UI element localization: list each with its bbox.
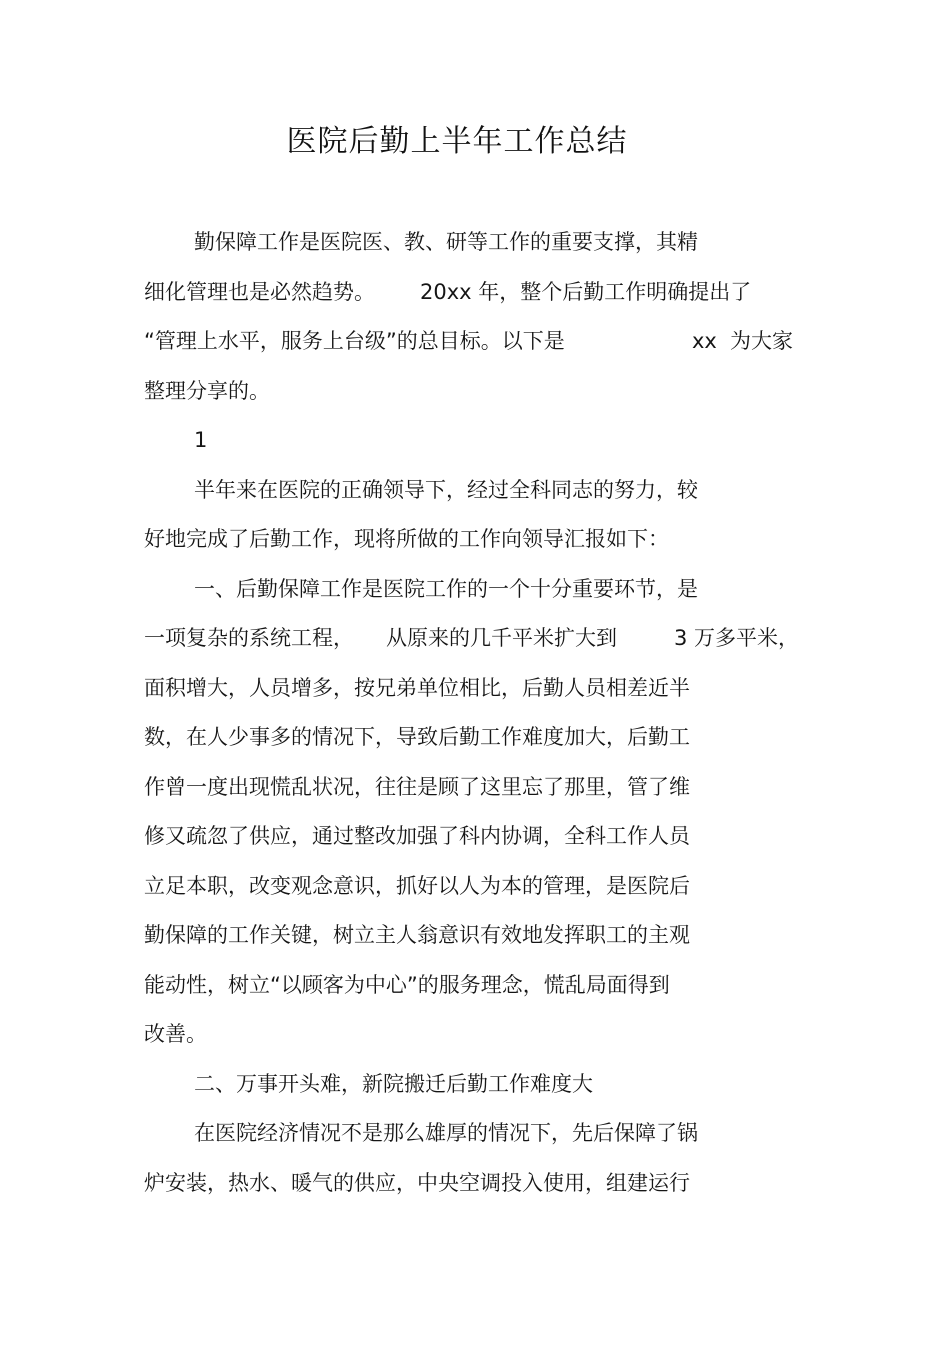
paragraph-line bbox=[144, 1060, 834, 1110]
paragraph-line bbox=[144, 812, 834, 862]
paragraph-line bbox=[144, 367, 834, 417]
paragraph-line bbox=[144, 911, 834, 961]
line-text: 作曾一度出现慌乱状况，往往是顾了这里忘了那里，管了维 bbox=[144, 774, 690, 799]
line-text: “管理上水平，服务上台级”的总目标。以下是 bbox=[144, 329, 565, 353]
paragraph-line bbox=[144, 763, 834, 813]
paragraph-line bbox=[144, 317, 834, 367]
line-text: 细化管理也是必然趋势。 bbox=[144, 279, 375, 304]
line-text: 面积增大，人员增多，按兄弟单位相比，后勤人员相差近半 bbox=[144, 675, 690, 700]
line-text: 数，在人少事多的情况下，导致后勤工作难度加大，后勤工 bbox=[144, 725, 690, 749]
paragraph-line bbox=[144, 466, 834, 516]
paragraph-line bbox=[144, 268, 834, 318]
line-text: 改善。 bbox=[144, 1022, 207, 1046]
paragraph-line bbox=[144, 862, 834, 912]
line-text: 立足本职，改变观念意识，抓好以人为本的管理，是医院后 bbox=[144, 873, 690, 898]
line-text: 整理分享的。 bbox=[144, 378, 270, 403]
paragraph-line bbox=[144, 565, 834, 615]
paragraph-line bbox=[144, 416, 834, 466]
paragraph-line bbox=[144, 1010, 834, 1060]
paragraph-line bbox=[144, 713, 834, 763]
line-text: 好地完成了后勤工作，现将所做的工作向领导汇报如下： bbox=[144, 527, 669, 551]
paragraph-line bbox=[144, 1159, 834, 1209]
line-text: 炉安装，热水、暖气的供应，中央空调投入使用，组建运行 bbox=[144, 1170, 690, 1195]
paragraph-line bbox=[144, 664, 834, 714]
paragraph-line bbox=[144, 218, 834, 268]
line-segment: 从原来的几千平米扩大到 bbox=[386, 626, 617, 650]
line-segment: 为大家 bbox=[730, 329, 793, 353]
line-segment: 3 万多平米， bbox=[674, 626, 800, 650]
line-text: 勤保障的工作关键，树立主人翁意识有效地发挥职工的主观 bbox=[144, 923, 690, 947]
paragraph-line bbox=[144, 515, 834, 565]
line-segment: xx bbox=[692, 329, 717, 353]
line-text: 勤保障工作是医院医、教、研等工作的重要支撑，其精 bbox=[194, 230, 698, 254]
line-text: 修又疏忽了供应，通过整改加强了科内协调，全科工作人员 bbox=[144, 824, 690, 848]
line-text: 一项复杂的系统工程， bbox=[144, 626, 354, 650]
line-text: 在医院经济情况不是那么雄厚的情况下，先后保障了锅 bbox=[194, 1121, 698, 1145]
line-text: 能动性，树立“以顾客为中心”的服务理念，慌乱局面得到 bbox=[144, 972, 670, 997]
paragraph-line bbox=[144, 614, 834, 664]
line-segment: 20xx 年，整个后勤工作明确提出了 bbox=[420, 279, 752, 304]
line-text: 1 bbox=[194, 428, 208, 452]
line-text: 二、万事开头难，新院搬迁后勤工作难度大 bbox=[194, 1071, 593, 1096]
line-text: 一、后勤保障工作是医院工作的一个十分重要环节，是 bbox=[194, 576, 698, 601]
paragraph-line bbox=[144, 1109, 834, 1159]
document-title: 医院后勤上半年工作总结 bbox=[286, 124, 628, 159]
paragraph-line bbox=[144, 961, 834, 1011]
document-body bbox=[144, 218, 834, 1208]
line-text: 半年来在医院的正确领导下，经过全科同志的努力，较 bbox=[194, 477, 698, 502]
